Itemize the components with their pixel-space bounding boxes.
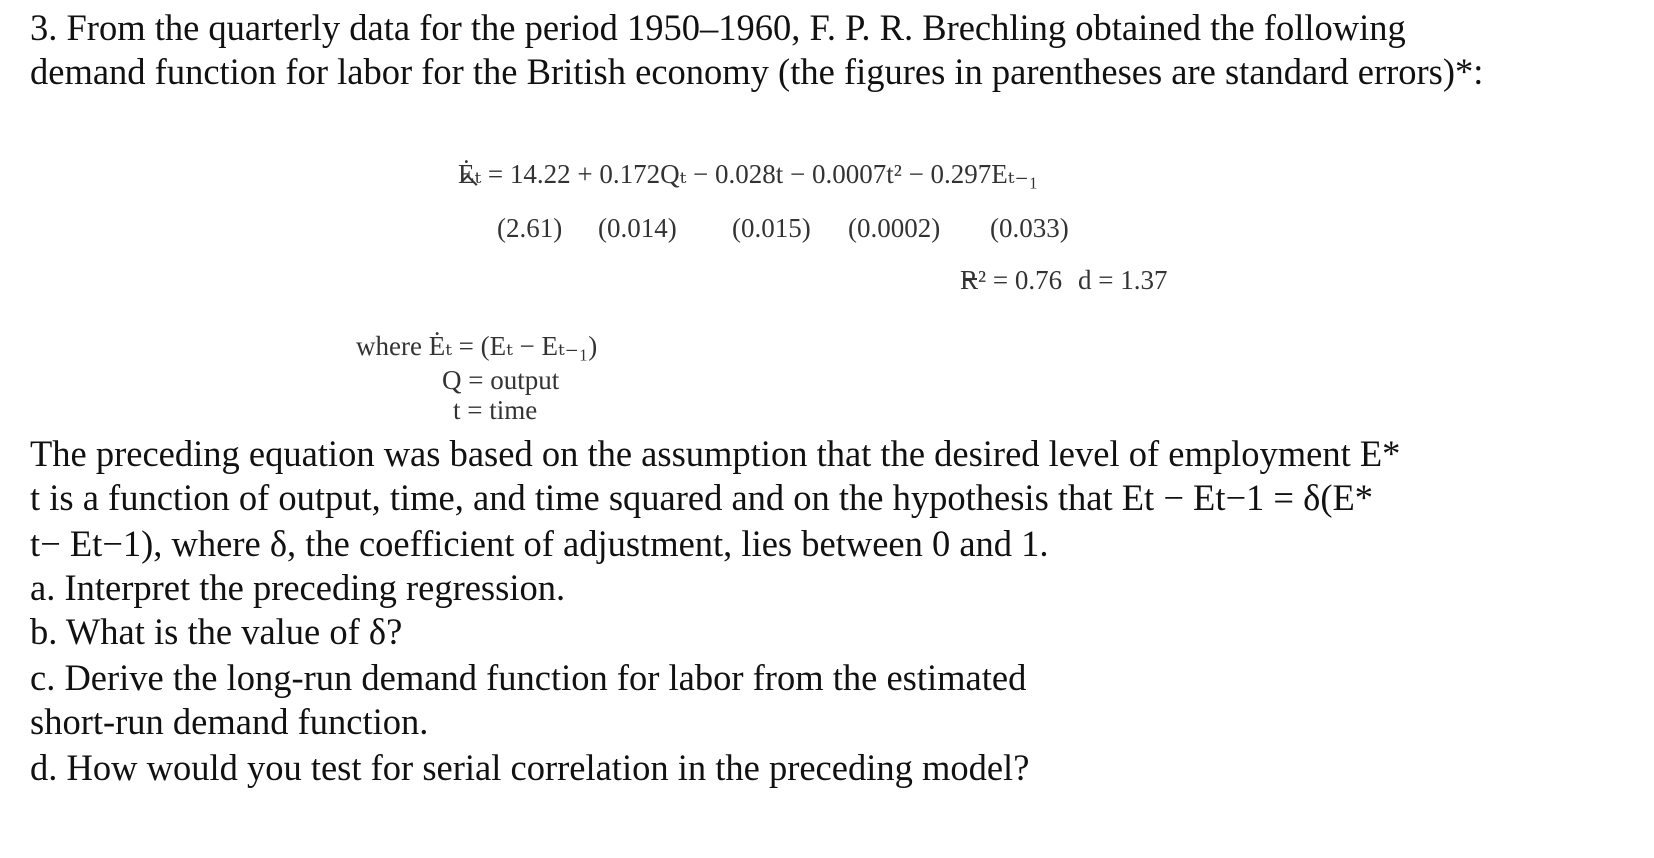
se-output: (0.014) [598, 213, 677, 243]
question-a: a. Interpret the preceding regression. [30, 567, 566, 608]
assumption-line-1: The preceding equation was based on the assumption that the desired level of employment E* [30, 433, 1401, 474]
intro-line-1: 3. From the quarterly data for the period 1950–1960, F. P. R. Brechling obtained the following [30, 7, 1406, 48]
question-c-line-2: short-run demand function. [30, 701, 429, 742]
assumption-line-3: t− Et−1), where δ, the coefficient of adjustment, lies between 0 and 1. [30, 523, 1049, 564]
question-d: d. How would you test for serial correlation in the preceding model? [30, 747, 1030, 788]
intro-line-2: demand function for labor for the British economy (the figures in parentheses are standard errors)*: [30, 51, 1484, 92]
se-intercept: (2.61) [497, 213, 563, 243]
se-time-squared: (0.0002) [848, 213, 941, 243]
r-squared: R² = 0.76 [960, 265, 1063, 295]
definition-e-dot: where Ėₜ = (Eₜ − Eₜ₋₁) [356, 331, 598, 361]
definition-t: t = time [453, 395, 538, 425]
assumption-line-2: t is a function of output, time, and time squared and on the hypothesis that Et − Et−1 = δ(E* [30, 477, 1374, 518]
question-c-line-1: c. Derive the long-run demand function for labor from the estimated [30, 657, 1027, 698]
question-b: b. What is the value of δ? [30, 611, 403, 652]
se-time: (0.015) [732, 213, 811, 243]
durbin-watson: d = 1.37 [1078, 265, 1168, 295]
equation-main: Ėₜ = 14.22 + 0.172Qₜ − 0.028t − 0.0007t² − 0.297Eₜ₋₁ [458, 159, 1039, 189]
se-lagged-employment: (0.033) [990, 213, 1069, 243]
definition-q: Q = output [442, 365, 560, 395]
